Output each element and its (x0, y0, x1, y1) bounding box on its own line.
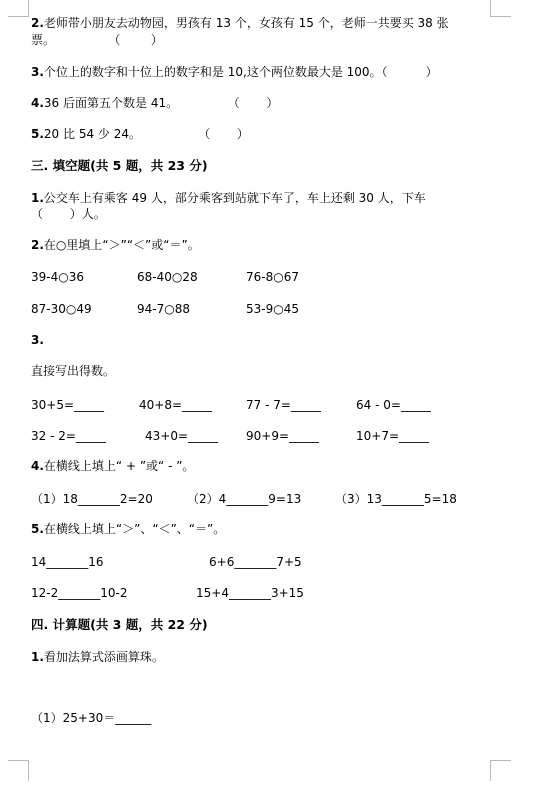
judge-q2-line1: 2.老师带小朋友去动物园，男孩有 13 个，女孩有 15 个，老师一共要买 38 张 (31, 16, 449, 30)
compare-item: 76-8○67 (246, 270, 299, 284)
arith-item: 10+7=_____ (356, 429, 430, 443)
crop-mark-bottom-left (8, 760, 29, 781)
fill-q5: 5.在横线上填上“＞”、“＜”、“＝”。 (31, 522, 226, 536)
compare-item: 53-9○45 (246, 302, 299, 316)
section-3-title: 三. 填空题(共 5 题，共 23 分) (31, 158, 208, 173)
compare-blank-item: 6+6_______7+5 (209, 555, 302, 569)
fill-q3-instruction: 直接写出得数。 (31, 364, 116, 378)
crop-mark-bottom-right (490, 760, 511, 781)
fill-q2: 2.在○里填上“＞”“＜”或“＝”。 (31, 238, 200, 252)
judge-q5: 5.20 比 54 少 24。 （ ） (31, 127, 249, 141)
judge-q4: 4.36 后面第五个数是 41。 （ ） (31, 96, 279, 110)
compare-blank-item: 15+4_______3+15 (196, 586, 304, 600)
judge-q3: 3.个位上的数字和十位上的数字和是 10,这个两位数最大是 100。（ ） (31, 65, 438, 79)
fill-q4: 4.在横线上填上“ + ”或“ - ”。 (31, 459, 195, 473)
sign-item: （1）18_______2=20 (31, 492, 153, 506)
compare-item: 68-40○28 (137, 270, 198, 284)
judge-q2-line2: 票。 （ ） (31, 33, 163, 47)
arith-item: 64 - 0=_____ (356, 398, 431, 412)
compare-item: 94-7○88 (137, 302, 190, 316)
compare-blank-item: 14_______16 (31, 555, 104, 569)
sign-item: （3）13_______5=18 (335, 492, 457, 506)
compare-blank-item: 12-2_______10-2 (31, 586, 128, 600)
calc-q1: 1.看加法算式添画算珠。 (31, 650, 164, 664)
arith-item: 30+5=_____ (31, 398, 105, 412)
sign-item: （2）4_______9=13 (187, 492, 302, 506)
crop-mark-top-left (8, 0, 29, 17)
compare-item: 87-30○49 (31, 302, 92, 316)
arith-item: 43+0=_____ (145, 429, 219, 443)
arith-item: 77 - 7=_____ (246, 398, 321, 412)
crop-mark-top-right (490, 0, 511, 17)
fill-q1-line2: （ ）人。 (31, 207, 106, 221)
arith-item: 40+8=_____ (139, 398, 213, 412)
calc-q1-item: （1）25+30＝______ (31, 711, 152, 725)
compare-item: 39-4○36 (31, 270, 84, 284)
arith-item: 32 - 2=_____ (31, 429, 106, 443)
section-4-title: 四. 计算题(共 3 题，共 22 分) (31, 617, 208, 632)
fill-q3-number: 3. (31, 333, 44, 347)
arith-item: 90+9=_____ (246, 429, 320, 443)
fill-q1-line1: 1.公交车上有乘客 49 人，部分乘客到站就下车了，车上还剩 30 人，下车 (31, 191, 426, 205)
